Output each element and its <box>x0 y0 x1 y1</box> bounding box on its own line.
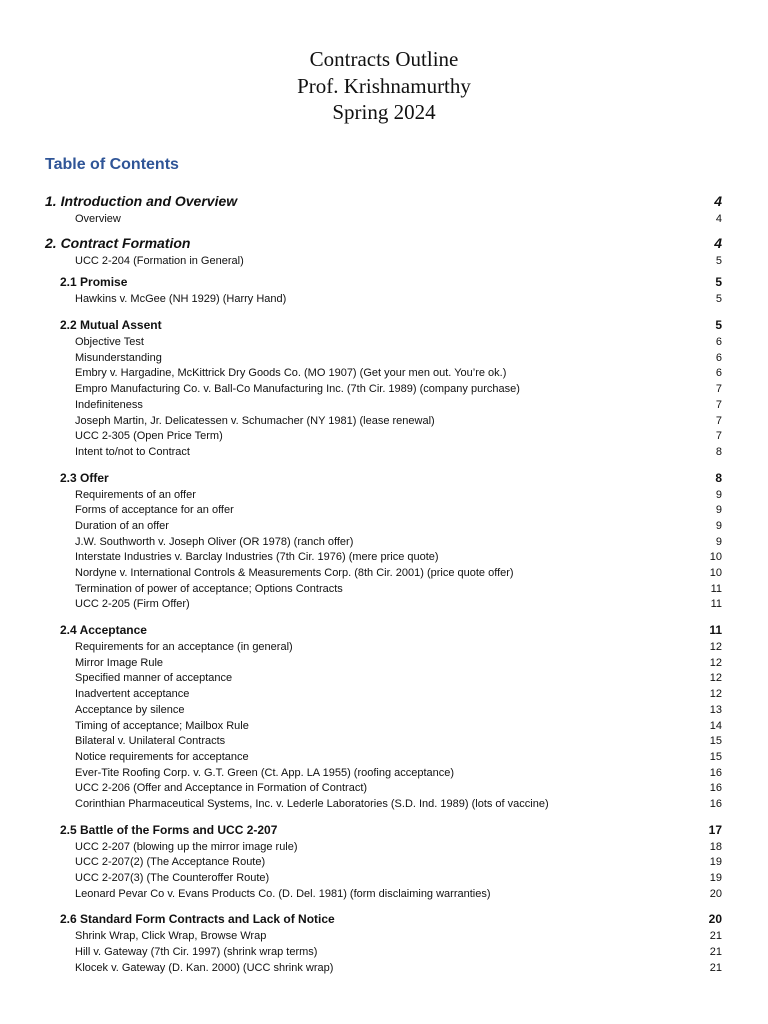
toc-entry-label: Timing of acceptance; Mailbox Rule <box>75 719 249 732</box>
toc-subsection-page-number: 8 <box>715 470 722 485</box>
toc-entry[interactable] <box>45 254 722 270</box>
toc-entry-label: Ever-Tite Roofing Corp. v. G.T. Green (Ct. App. LA 1955) (roofing acceptance) <box>75 766 455 779</box>
toc-entry-page-number: 9 <box>715 504 722 517</box>
toc-entry[interactable] <box>45 766 722 782</box>
toc-entry-page-number: 19 <box>709 872 722 884</box>
toc-entry-page-number: 15 <box>709 750 722 763</box>
toc-entry[interactable] <box>45 398 722 414</box>
toc-subsection-page-number: 5 <box>715 275 722 290</box>
toc-entry-page-number: 12 <box>709 672 722 685</box>
table-of-contents <box>45 190 722 980</box>
toc-entry[interactable] <box>45 382 722 398</box>
toc-entry-label: Objective Test <box>75 336 144 349</box>
toc-heading: Table of Contents <box>45 156 179 173</box>
toc-entry-label: UCC 2-204 (Formation in General) <box>75 254 244 267</box>
toc-entry-label: Mirror Image Rule <box>75 656 164 669</box>
toc-entry-page-number: 11 <box>710 582 722 595</box>
toc-entry[interactable] <box>45 719 722 735</box>
document-title: Contracts Outline <box>309 47 459 71</box>
toc-entry[interactable] <box>45 566 722 582</box>
toc-entry[interactable] <box>45 414 722 430</box>
toc-entry-page-number: 16 <box>709 782 722 795</box>
toc-entry-label: Hill v. Gateway (7th Cir. 1997) (shrink wrap terms) <box>75 946 318 959</box>
toc-entry[interactable] <box>45 734 722 750</box>
toc-entry-label: UCC 2-205 (Firm Offer) <box>75 598 190 611</box>
toc-subsection[interactable] <box>45 909 722 929</box>
toc-section[interactable] <box>45 232 722 254</box>
toc-entry-page-number: 8 <box>715 445 722 458</box>
toc-entry[interactable] <box>45 445 722 461</box>
toc-entry-label: Forms of acceptance for an offer <box>75 504 234 517</box>
toc-subsection[interactable] <box>45 272 722 292</box>
toc-entry-label: Hawkins v. McGee (NH 1929) (Harry Hand) <box>75 293 287 306</box>
toc-entry-page-number: 21 <box>709 930 722 943</box>
toc-entry-label: UCC 2-207 (blowing up the mirror image rule) <box>75 840 298 853</box>
toc-entry-label: Bilateral v. Unilateral Contracts <box>75 735 226 748</box>
toc-section-page-number: 4 <box>714 234 722 251</box>
toc-entry[interactable] <box>45 887 722 903</box>
toc-entry-page-number: 5 <box>715 293 722 306</box>
toc-entry-page-number: 12 <box>709 688 722 701</box>
toc-entry-label: Duration of an offer <box>75 519 169 532</box>
toc-entry-label: Specified manner of acceptance <box>75 672 233 685</box>
toc-subsection-label: 2.2 Mutual Assent <box>60 318 162 333</box>
toc-entry[interactable] <box>45 640 722 656</box>
toc-entry-label: Overview <box>75 213 121 225</box>
toc-entry[interactable] <box>45 429 722 445</box>
toc-subsection-page-number: 11 <box>709 623 722 638</box>
toc-entry-page-number: 6 <box>715 336 722 349</box>
toc-entry[interactable] <box>45 840 722 856</box>
toc-entry-label: Acceptance by silence <box>75 703 185 716</box>
toc-subsection-label: 2.5 Battle of the Forms and UCC 2-207 <box>60 822 278 837</box>
toc-entry[interactable] <box>45 961 722 977</box>
toc-section-page-number: 4 <box>714 193 722 209</box>
toc-entry-label: Interstate Industries v. Barclay Industries (7th Cir. 1976) (mere price quote) <box>75 551 439 564</box>
toc-entry-page-number: 7 <box>715 398 722 411</box>
toc-entry-page-number: 6 <box>715 351 722 364</box>
toc-section-label: 1. Introduction and Overview <box>45 193 238 209</box>
toc-entry-page-number: 12 <box>709 656 722 669</box>
toc-entry-page-number: 11 <box>710 598 722 611</box>
toc-entry[interactable] <box>45 351 722 367</box>
toc-entry-label: Nordyne v. International Controls & Measurements Corp. (8th Cir. 2001) (price quote offer) <box>75 567 514 579</box>
toc-entry-page-number: 19 <box>709 856 722 869</box>
toc-entry[interactable] <box>45 945 722 961</box>
toc-entry-label: Empro Manufacturing Co. v. Ball-Co Manufacturing Inc. (7th Cir. 1989) (company purchase) <box>75 383 520 396</box>
toc-subsection-label: 2.3 Offer <box>60 470 109 485</box>
toc-subsection[interactable] <box>45 820 722 840</box>
toc-entry-label: Joseph Martin, Jr. Delicatessen v. Schumacher (NY 1981) (lease renewal) <box>75 414 435 427</box>
professor-name: Prof. Krishnamurthy <box>297 73 471 98</box>
toc-entry-page-number: 14 <box>709 719 722 732</box>
toc-entry-label: Intent to/not to Contract <box>75 445 190 458</box>
toc-entry[interactable] <box>45 781 722 797</box>
toc-entry[interactable] <box>45 687 722 703</box>
toc-subsection-page-number: 20 <box>708 912 722 927</box>
toc-entry-page-number: 21 <box>709 961 722 974</box>
toc-entry-label: Corinthian Pharmaceutical Systems, Inc. v. Lederle Laboratories (S.D. Ind. 1989) (lots of vaccine) <box>75 797 549 810</box>
toc-entry[interactable] <box>45 656 722 672</box>
toc-entry-page-number: 6 <box>715 367 722 380</box>
toc-entry[interactable] <box>45 703 722 719</box>
toc-entry[interactable] <box>45 488 722 504</box>
toc-entry-label: UCC 2-207(3) (The Counteroffer Route) <box>75 872 270 884</box>
toc-subsection[interactable] <box>45 315 722 335</box>
toc-entry-label: Requirements of an offer <box>75 488 196 501</box>
toc-subsection[interactable] <box>45 468 722 488</box>
toc-entry-page-number: 9 <box>715 488 722 501</box>
toc-subsection-page-number: 17 <box>708 822 722 837</box>
toc-entry-page-number: 7 <box>715 430 722 443</box>
toc-entry-page-number: 15 <box>709 735 722 748</box>
toc-entry-label: Inadvertent acceptance <box>75 688 190 701</box>
toc-entry[interactable] <box>45 582 722 598</box>
toc-entry[interactable] <box>45 535 722 551</box>
toc-entry-label: Notice requirements for acceptance <box>75 750 249 763</box>
toc-entry[interactable] <box>45 871 722 887</box>
toc-entry-page-number: 4 <box>715 213 722 225</box>
toc-entry[interactable] <box>45 750 722 766</box>
toc-entry-label: Shrink Wrap, Click Wrap, Browse Wrap <box>75 930 267 943</box>
toc-entry-page-number: 9 <box>715 519 722 532</box>
toc-entry-label: Requirements for an acceptance (in general) <box>75 641 293 654</box>
toc-entry-label: UCC 2-207(2) (The Acceptance Route) <box>75 856 266 869</box>
toc-entry[interactable] <box>45 366 722 382</box>
toc-subsection-label: 2.1 Promise <box>60 275 128 290</box>
toc-entry[interactable] <box>45 519 722 535</box>
toc-entry-page-number: 12 <box>709 641 722 654</box>
toc-entry[interactable] <box>45 929 722 945</box>
toc-subsection-label: 2.4 Acceptance <box>60 623 147 638</box>
toc-entry-label: Leonard Pevar Co v. Evans Products Co. (D. Del. 1981) (form disclaiming warranties) <box>75 887 491 900</box>
toc-entry-page-number: 16 <box>709 797 722 810</box>
toc-entry-label: Klocek v. Gateway (D. Kan. 2000) (UCC shrink wrap) <box>75 961 334 974</box>
toc-subsection[interactable] <box>45 620 722 640</box>
toc-entry-page-number: 20 <box>709 887 722 900</box>
toc-entry[interactable] <box>45 292 722 308</box>
toc-entry-label: Indefiniteness <box>75 398 143 411</box>
toc-entry-label: UCC 2-305 (Open Price Term) <box>75 430 223 443</box>
toc-entry-label: Misunderstanding <box>75 351 162 364</box>
toc-entry-page-number: 7 <box>715 383 722 396</box>
toc-entry[interactable] <box>45 855 722 871</box>
toc-entry[interactable] <box>45 335 722 351</box>
term: Spring 2024 <box>332 100 436 124</box>
toc-section-label: 2. Contract Formation <box>45 234 191 251</box>
toc-entry-page-number: 16 <box>709 766 722 779</box>
toc-entry[interactable] <box>45 797 722 813</box>
toc-entry-page-number: 21 <box>709 946 722 959</box>
toc-entry-label: Termination of power of acceptance; Options Contracts <box>75 582 343 595</box>
toc-entry[interactable] <box>45 503 722 519</box>
toc-entry[interactable] <box>45 671 722 687</box>
toc-entry[interactable] <box>45 212 722 228</box>
toc-entry-page-number: 5 <box>715 254 722 267</box>
toc-entry-label: Embry v. Hargadine, McKittrick Dry Goods Co. (MO 1907) (Get your men out. You’re ok.) <box>75 367 507 380</box>
toc-entry-page-number: 10 <box>709 567 722 579</box>
toc-entry-label: J.W. Southworth v. Joseph Oliver (OR 1978) (ranch offer) <box>75 535 354 548</box>
toc-entry[interactable] <box>45 597 722 613</box>
toc-entry-label: UCC 2-206 (Offer and Acceptance in Formation of Contract) <box>75 782 368 795</box>
toc-entry-page-number: 18 <box>709 840 722 853</box>
toc-entry-page-number: 7 <box>715 414 722 427</box>
toc-entry-page-number: 10 <box>709 551 722 564</box>
toc-entry-page-number: 9 <box>715 535 722 548</box>
toc-subsection-page-number: 5 <box>715 318 722 333</box>
document-header <box>0 46 768 126</box>
toc-entry[interactable] <box>45 550 722 566</box>
toc-section[interactable] <box>45 190 722 212</box>
toc-subsection-label: 2.6 Standard Form Contracts and Lack of Notice <box>60 912 335 927</box>
toc-entry-page-number: 13 <box>709 703 722 716</box>
